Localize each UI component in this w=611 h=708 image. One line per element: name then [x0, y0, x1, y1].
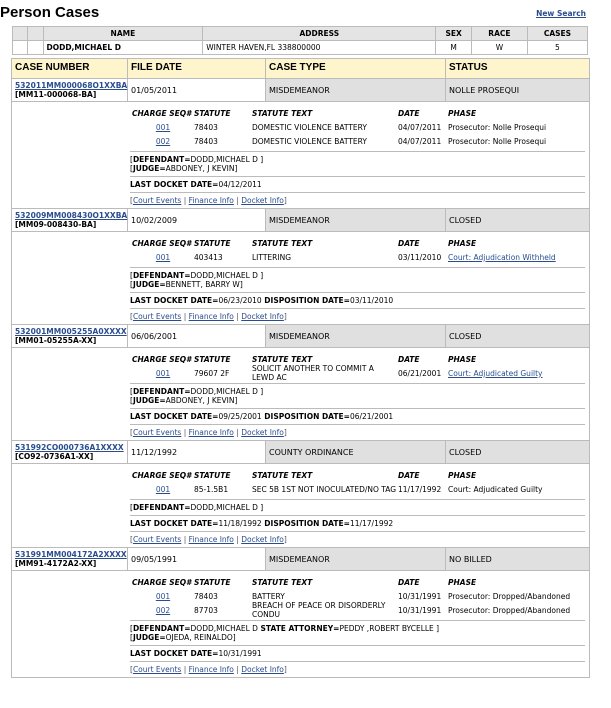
charge-row	[130, 482, 585, 496]
charge-seq-cell	[130, 123, 194, 132]
defendant-label: DEFENDANT=	[132, 503, 191, 512]
charge-header-row	[130, 576, 585, 589]
case-row	[12, 441, 589, 464]
charge-seq-header: CHARGE SEQ#	[132, 355, 192, 364]
judge-label: JUDGE=	[132, 280, 166, 289]
court-events-link[interactable]: Court Events	[132, 312, 182, 321]
charge-row	[130, 120, 585, 134]
charge-seq-link[interactable]: 002	[155, 136, 171, 146]
charge-statute-text: BREACH OF PEACE OR DISORDERLY CONDU	[252, 601, 386, 619]
phase-header: PHASE	[448, 239, 477, 248]
charge-date: 06/21/2001	[398, 368, 442, 378]
cases-header-row	[12, 59, 589, 79]
date-header: DATE	[398, 578, 420, 587]
case-detail	[12, 464, 589, 548]
case-status: CLOSED	[449, 331, 482, 341]
court-events-link[interactable]: Court Events	[132, 428, 182, 437]
judge-value: ABDONEY, J KEVIN	[165, 396, 235, 405]
case-type: MISDEMEANOR	[266, 325, 446, 347]
date-header: DATE	[398, 471, 420, 480]
docket-line: LAST DOCKET DATE=11/18/1992 DISPOSITION DATE=11/17/1992	[130, 515, 585, 528]
case-number-link[interactable]: 532011MM000068O1XXBA	[15, 81, 128, 90]
name-header: NAME	[43, 27, 203, 41]
statute-header: STATUTE	[194, 239, 231, 248]
file-date-header: FILE DATE	[128, 59, 266, 78]
charge-statute: 87703	[194, 605, 218, 615]
case-number-cell	[12, 548, 128, 570]
cases-header: CASES	[527, 27, 587, 41]
charge-row	[130, 603, 585, 617]
charge-phase: Prosecutor: Dropped/Abandoned	[448, 591, 571, 601]
docket-line: LAST DOCKET DATE=10/31/1991	[130, 645, 585, 658]
case-row	[12, 548, 589, 571]
blank-col	[13, 41, 28, 55]
charge-statute: 78403	[194, 591, 218, 601]
charge-row	[130, 366, 585, 380]
charge-seq-link[interactable]: 002	[155, 605, 171, 615]
statute-header: STATUTE	[194, 109, 231, 118]
finance-info-link[interactable]: Finance Info	[188, 196, 234, 205]
party-info	[130, 499, 585, 512]
finance-info-link[interactable]: Finance Info	[188, 665, 234, 674]
statute-header: STATUTE	[194, 355, 231, 364]
judge-value: OJEDA, REINALDO	[165, 633, 233, 642]
case-detail	[12, 102, 589, 209]
statute-text-header: STATUTE TEXT	[252, 471, 313, 480]
party-info	[130, 151, 585, 173]
charge-seq-header: CHARGE SEQ#	[132, 109, 192, 118]
charge-seq-link[interactable]: 001	[155, 252, 171, 262]
court-events-link[interactable]: Court Events	[132, 196, 182, 205]
docket-info-link[interactable]: Docket Info	[241, 312, 284, 321]
judge-line: [JUDGE=ABDONEY, J KEVIN]	[130, 396, 238, 405]
defendant-label: DEFENDANT=	[132, 624, 191, 633]
defendant-line: [DEFENDANT=DODD,MICHAEL D ]	[130, 503, 264, 512]
case-number-link[interactable]: 532009MM008430O1XXBA	[15, 211, 128, 220]
statute-header: STATUTE	[194, 471, 231, 480]
defendant-value: DODD,MICHAEL D	[190, 624, 258, 633]
file-date: 11/12/1992	[128, 441, 266, 463]
case-status: CLOSED	[449, 215, 482, 225]
blank-col	[13, 27, 28, 41]
defendant-value: DODD,MICHAEL D	[190, 503, 258, 512]
defendant-line: [DEFENDANT=DODD,MICHAEL D ]	[130, 387, 264, 396]
phase-header: PHASE	[448, 109, 477, 118]
docket-info-link[interactable]: Docket Info	[241, 196, 284, 205]
finance-info-link[interactable]: Finance Info	[188, 535, 234, 544]
case-detail	[12, 348, 589, 441]
file-date: 09/05/1991	[128, 548, 266, 570]
case-links: [Court Events | Finance Info | Docket Info]	[130, 424, 585, 437]
charge-phase: Prosecutor: Nolle Prosequi	[448, 136, 547, 146]
charge-statute: 78403	[194, 136, 218, 146]
charge-seq-link[interactable]: 001	[155, 122, 171, 132]
charge-statute-text: LITTERING	[252, 252, 292, 262]
charge-header-row	[130, 469, 585, 482]
judge-value: BENNETT, BARRY W	[165, 280, 240, 289]
case-sub-number: [MM01-05255A-XX]	[15, 336, 97, 345]
sex-header: SEX	[436, 27, 472, 41]
defendant-line: [DEFENDANT=DODD,MICHAEL D ]	[130, 155, 264, 164]
charge-date: 11/17/1992	[398, 484, 442, 494]
case-row	[12, 325, 589, 348]
state-attorney-label: STATE ATTORNEY=	[257, 624, 340, 633]
court-events-link[interactable]: Court Events	[132, 665, 182, 674]
charge-seq-header: CHARGE SEQ#	[132, 471, 192, 480]
party-info	[130, 383, 585, 405]
date-header: DATE	[398, 109, 420, 118]
judge-line: [JUDGE=BENNETT, BARRY W]	[130, 280, 243, 289]
charge-seq-link[interactable]: 001	[155, 368, 171, 378]
case-number-cell	[12, 441, 128, 463]
case-type-header: CASE TYPE	[266, 59, 446, 78]
case-number-link[interactable]: 532001MM005255A0XXXX	[15, 327, 127, 336]
defendant-value: DODD,MICHAEL D	[190, 155, 258, 164]
docket-line: LAST DOCKET DATE=04/12/2011	[130, 176, 585, 189]
docket-line: LAST DOCKET DATE=09/25/2001 DISPOSITION DATE=06/21/2001	[130, 408, 585, 421]
case-number-link[interactable]: 531991MM004172A2XXXX	[15, 550, 127, 559]
party-info	[130, 267, 585, 289]
defendant-label: DEFENDANT=	[132, 271, 191, 280]
charge-statute: 78403	[194, 122, 218, 132]
file-date: 06/06/2001	[128, 325, 266, 347]
judge-value: ABDONEY, J KEVIN	[165, 164, 235, 173]
cases-body	[12, 79, 589, 678]
docket-info-link[interactable]: Docket Info	[241, 535, 284, 544]
defendant-label: DEFENDANT=	[132, 387, 191, 396]
last-docket-date: 11/18/1992	[218, 519, 262, 528]
date-header: DATE	[398, 355, 420, 364]
new-search-link[interactable]: New Search	[536, 9, 586, 18]
defendant-line: [DEFENDANT=DODD,MICHAEL D STATE ATTORNEY=PEDDY ,ROBERT BYCELLE ]	[130, 624, 440, 633]
charge-date: 04/07/2011	[398, 136, 442, 146]
charge-date: 10/31/1991	[398, 591, 442, 601]
phase-header: PHASE	[448, 355, 477, 364]
address-header: ADDRESS	[203, 27, 436, 41]
charge-date: 03/11/2010	[398, 252, 442, 262]
statute-text-header: STATUTE TEXT	[252, 578, 313, 587]
case-links: [Court Events | Finance Info | Docket Info]	[130, 531, 585, 544]
case-number-cell	[12, 325, 128, 347]
status-header: STATUS	[449, 62, 488, 73]
case-sub-number: [MM09-008430-BA]	[15, 220, 97, 229]
court-events-link[interactable]: Court Events	[132, 535, 182, 544]
defendant-line: [DEFENDANT=DODD,MICHAEL D ]	[130, 271, 264, 280]
case-detail	[12, 571, 589, 678]
case-number-cell	[12, 209, 128, 231]
charge-phase[interactable]: Court: Adjudication Withheld	[448, 252, 556, 262]
last-docket-date: 10/31/1991	[218, 649, 262, 658]
page-title: Person Cases	[0, 4, 100, 21]
file-date: 10/02/2009	[128, 209, 266, 231]
case-type: MISDEMEANOR	[266, 79, 446, 101]
judge-label: JUDGE=	[132, 164, 166, 173]
disposition-date: 11/17/1992	[349, 519, 394, 528]
case-number-header: CASE NUMBER	[12, 59, 128, 78]
charge-phase: Prosecutor: Nolle Prosequi	[448, 122, 547, 132]
finance-info-link[interactable]: Finance Info	[188, 312, 234, 321]
blank-col	[28, 27, 43, 41]
case-status: NO BILLED	[449, 554, 492, 564]
charge-seq-header: CHARGE SEQ#	[132, 239, 192, 248]
date-header: DATE	[398, 239, 420, 248]
case-status: NOLLE PROSEQUI	[449, 85, 520, 95]
charge-statute: 79607 2F	[194, 368, 230, 378]
defendant-label: DEFENDANT=	[132, 155, 191, 164]
charge-date: 04/07/2011	[398, 122, 442, 132]
charge-statute-text: SEC 5B 1ST NOT INOCULATED/NO TAG	[252, 484, 397, 494]
case-status: CLOSED	[449, 447, 482, 457]
case-sub-number: [MM91-4172A2-XX]	[15, 559, 97, 568]
file-date: 01/05/2011	[128, 79, 266, 101]
defendant-value: DODD,MICHAEL D	[190, 387, 258, 396]
charge-seq-cell	[130, 369, 194, 378]
charge-seq-link[interactable]: 001	[155, 591, 171, 601]
statute-text-header: STATUTE TEXT	[252, 355, 313, 364]
last-docket-date: 04/12/2011	[218, 180, 262, 189]
charge-statute-text: DOMESTIC VIOLENCE BATTERY	[252, 122, 367, 132]
docket-line: LAST DOCKET DATE=06/23/2010 DISPOSITION DATE=03/11/2010	[130, 292, 585, 305]
judge-label: JUDGE=	[132, 396, 166, 405]
charge-statute-text: SOLICIT ANOTHER TO COMMIT A LEWD AC	[252, 364, 374, 382]
judge-line: [JUDGE=OJEDA, REINALDO]	[130, 633, 236, 642]
case-links: [Court Events | Finance Info | Docket Info]	[130, 661, 585, 674]
charge-statute: 403413	[194, 252, 223, 262]
charge-statute: 85-1.5B1	[194, 484, 229, 494]
charge-phase[interactable]: Court: Adjudicated Guilty	[448, 368, 543, 378]
charge-statute-text: DOMESTIC VIOLENCE BATTERY	[252, 136, 367, 146]
docket-info-link[interactable]: Docket Info	[241, 428, 284, 437]
charge-seq-cell	[130, 606, 194, 615]
person-name: DODD,MICHAEL D	[43, 41, 203, 55]
charge-header-row	[130, 107, 585, 120]
statute-text-header: STATUTE TEXT	[252, 109, 313, 118]
judge-label: JUDGE=	[132, 633, 166, 642]
case-row	[12, 209, 589, 232]
person-sex: M	[436, 41, 472, 55]
person-table	[12, 26, 588, 55]
charge-seq-cell	[130, 485, 194, 494]
statute-header: STATUTE	[194, 578, 231, 587]
charge-row	[130, 250, 585, 264]
case-row	[12, 79, 589, 102]
case-sub-number: [CO92-0736A1-XX]	[15, 452, 94, 461]
phase-header: PHASE	[448, 578, 477, 587]
charge-seq-cell	[130, 137, 194, 146]
race-header: RACE	[471, 27, 527, 41]
last-docket-date: 06/23/2010	[218, 296, 262, 305]
case-type: MISDEMEANOR	[266, 209, 446, 231]
case-type: MISDEMEANOR	[266, 548, 446, 570]
blank-col	[28, 41, 43, 55]
finance-info-link[interactable]: Finance Info	[188, 428, 234, 437]
docket-info-link[interactable]: Docket Info	[241, 665, 284, 674]
defendant-value: DODD,MICHAEL D	[190, 271, 258, 280]
case-number-link[interactable]: 531992CO000736A1XXXX	[15, 443, 124, 452]
charge-seq-header: CHARGE SEQ#	[132, 578, 192, 587]
case-sub-number: [MM11-000068-BA]	[15, 90, 97, 99]
case-links: [Court Events | Finance Info | Docket Info]	[130, 308, 585, 321]
charge-phase: Prosecutor: Dropped/Abandoned	[448, 605, 571, 615]
case-links: [Court Events | Finance Info | Docket Info]	[130, 192, 585, 205]
charge-header-row	[130, 237, 585, 250]
party-info	[130, 620, 585, 642]
person-cases: 5	[527, 41, 587, 55]
charge-seq-link[interactable]: 001	[155, 484, 171, 494]
case-type: COUNTY ORDINANCE	[266, 441, 446, 463]
case-detail	[12, 232, 589, 325]
cases-table	[11, 58, 590, 678]
person-address: WINTER HAVEN,FL 338800000	[203, 41, 436, 55]
charge-date: 10/31/1991	[398, 605, 442, 615]
case-number-cell	[12, 79, 128, 101]
charge-seq-cell	[130, 592, 194, 601]
judge-line: [JUDGE=ABDONEY, J KEVIN]	[130, 164, 238, 173]
charge-seq-cell	[130, 253, 194, 262]
statute-text-header: STATUTE TEXT	[252, 239, 313, 248]
disposition-date: 06/21/2001	[349, 412, 394, 421]
last-docket-date: 09/25/2001	[218, 412, 262, 421]
charge-phase: Court: Adjudicated Guilty	[448, 484, 543, 494]
charge-statute-text: BATTERY	[252, 591, 285, 601]
person-race: W	[471, 41, 527, 55]
phase-header: PHASE	[448, 471, 477, 480]
charge-row	[130, 134, 585, 148]
disposition-date: 03/11/2010	[349, 296, 394, 305]
state-attorney-value: PEDDY ,ROBERT BYCELLE	[339, 624, 434, 633]
